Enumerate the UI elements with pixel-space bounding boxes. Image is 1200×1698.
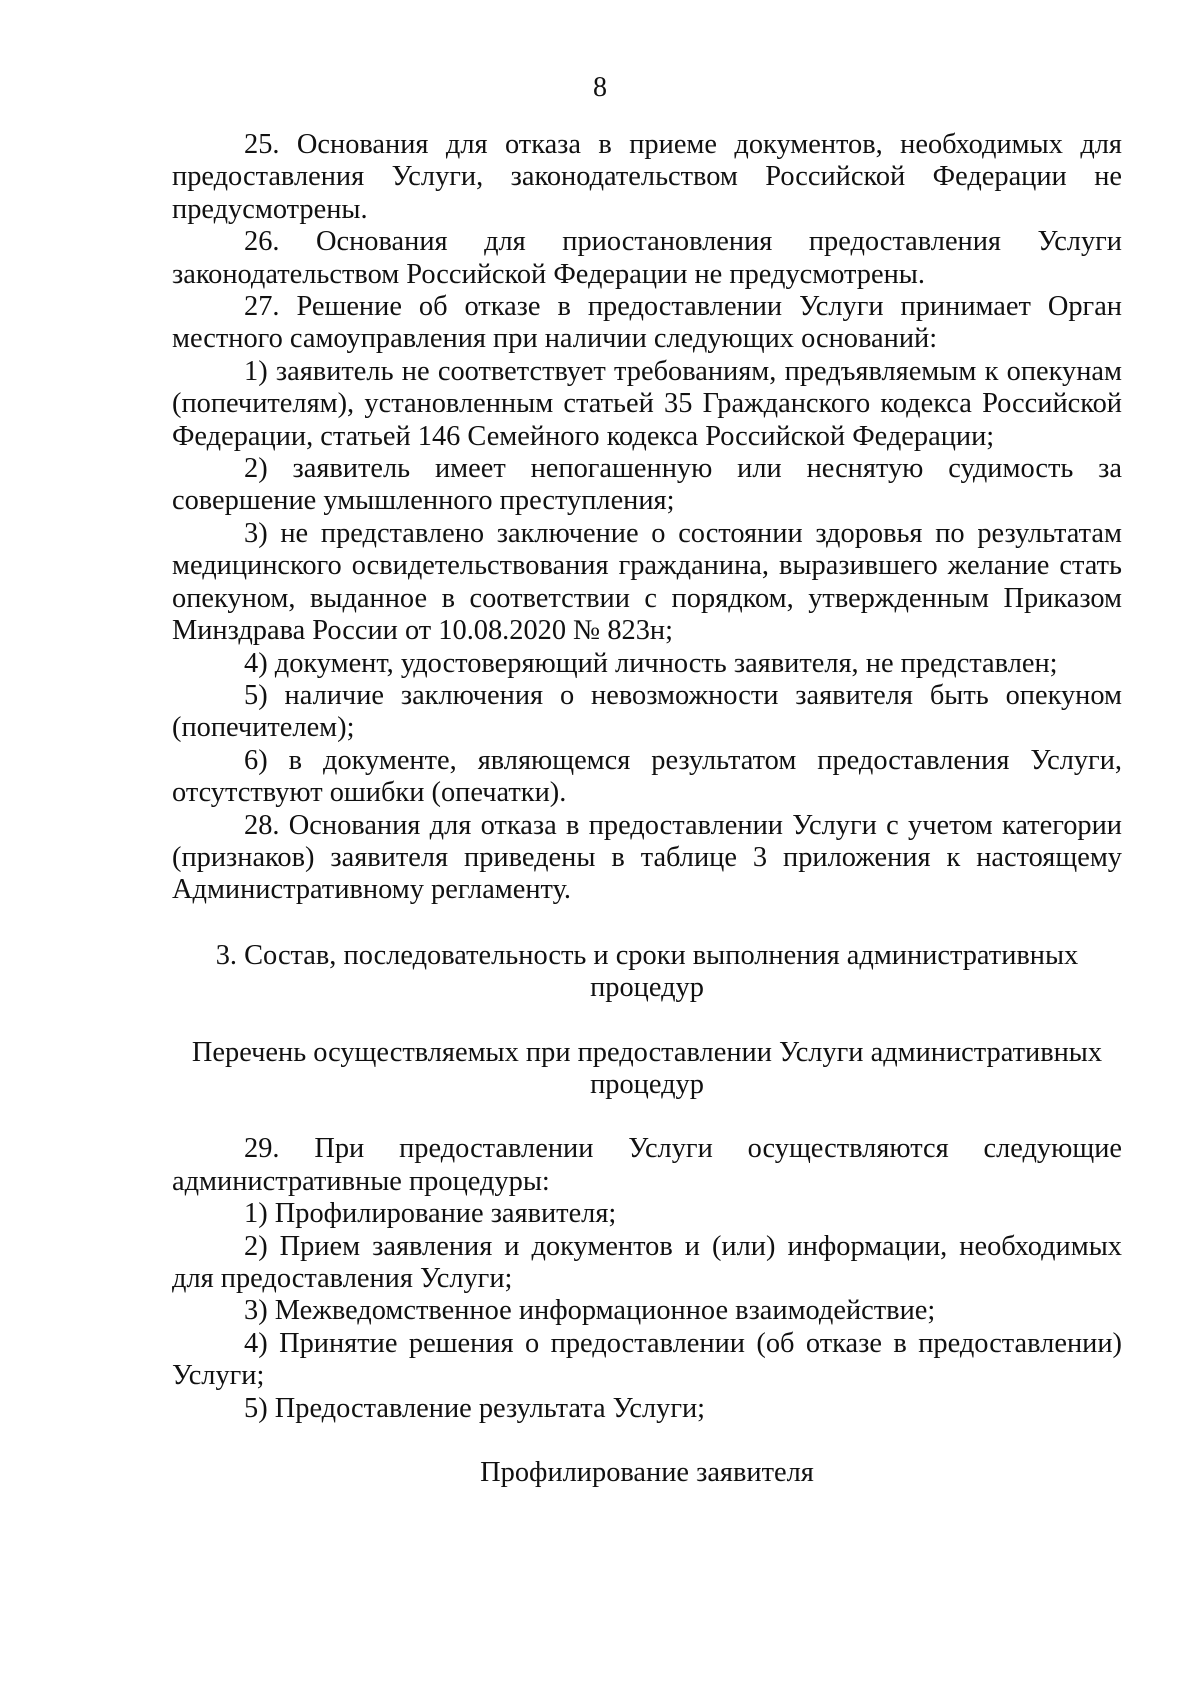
paragraph-27-item-6: 6) в документе, являющемся результатом предоставления Услуги, отсутствуют ошибки (опечатки).: [172, 744, 1122, 809]
section-heading: 3. Состав, последовательность и сроки выполнения административных процедур: [215, 939, 1079, 1004]
paragraph-27-item-4: 4) документ, удостоверяющий личность заявителя, не представлен;: [244, 647, 1058, 679]
paragraph-27-item-2: 2) заявитель имеет непогашенную или неснятую судимость за совершение умышленного преступления;: [172, 453, 1122, 517]
page-number: 8: [593, 72, 607, 103]
spacer: [172, 907, 1122, 940]
paragraph-27-item-1: 1) заявитель не соответствует требованиям, предъявляемым к опекунам (попечителям), установленным статьей 35 Гражданского кодекса Российской Федерации, статьей 146 Семейного кодекса Российской Федерации;: [172, 355, 1122, 452]
paragraph-29-item-1: 1) Профилирование заявителя;: [244, 1198, 617, 1230]
subheading-procedures-list: Перечень осуществляемых при предоставлении Услуги административных процедур: [191, 1036, 1103, 1100]
paragraph-29-item-4: 4) Принятие решения о предоставлении (об отказе в предоставлении) Услуги;: [172, 1327, 1122, 1392]
paragraph-29-item-2: 2) Прием заявления и документов и (или) информации, необходимых для предоставления Услуги;: [172, 1230, 1122, 1294]
paragraph-29-item-3: 3) Межведомственное информационное взаимодействие;: [244, 1295, 936, 1327]
spacer: [172, 1005, 1122, 1037]
paragraph-29-item-5: 5) Предоставление результата Услуги;: [244, 1392, 706, 1424]
paragraph-27-item-5: 5) наличие заключения о невозможности заявителя быть опекуном (попечителем);: [172, 679, 1122, 744]
document-body: [172, 129, 1122, 1489]
spacer: [172, 1425, 1122, 1457]
paragraph-27: 27. Решение об отказе в предоставлении Услуги принимает Орган местного самоуправления при наличии следующих оснований:: [172, 291, 1122, 355]
paragraph-29: 29. При предоставлении Услуги осуществляются следующие административные процедуры:: [172, 1133, 1122, 1197]
paragraph-25: 25. Основания для отказа в приеме документов, необходимых для предоставления Услуги, законодательством Российской Федерации не предусмотрены.: [172, 129, 1122, 225]
paragraph-27-item-3: 3) не представлено заключение о состоянии здоровья по результатам медицинского освидетельствования гражданина, выразившего желание стать опекуном, выданное в соответствии с порядком, утвержденным Приказом Минздрава России от 10.08.2020 № 823н;: [172, 517, 1122, 647]
subheading-applicant-profiling: Профилирование заявителя: [480, 1457, 814, 1489]
spacer: [172, 1101, 1122, 1133]
paragraph-28: 28. Основания для отказа в предоставлении Услуги с учетом категории (признаков) заявителя приведены в таблице 3 приложения к настоящему Административному регламенту.: [172, 809, 1122, 906]
paragraph-26: 26. Основания для приостановления предоставления Услуги законодательством Российской Федерации не предусмотрены.: [172, 226, 1122, 290]
